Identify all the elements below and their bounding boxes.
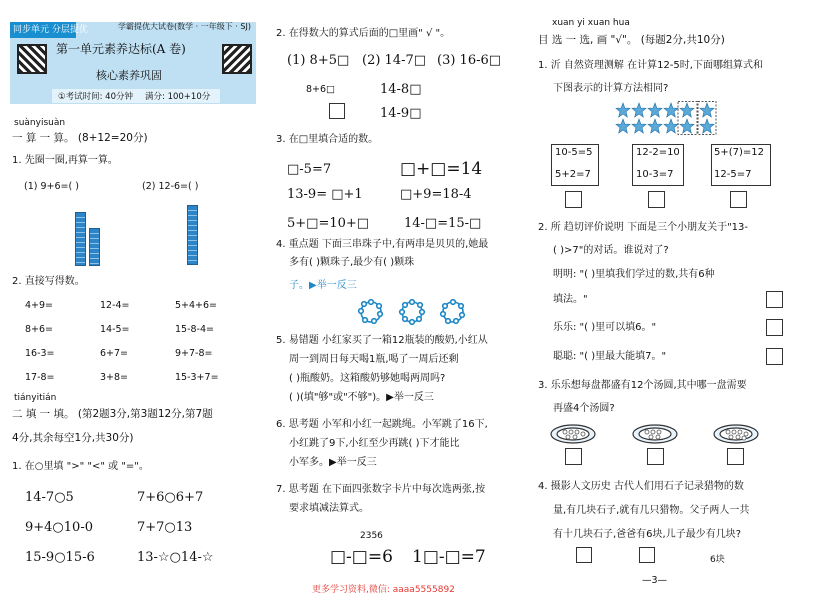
fill-eq-1: □-5=7 [287,162,332,177]
calc-item: 5+4+6= [175,300,218,311]
mid-question-5: 5. 易错题 小红家买了一箱12瓶装的酸奶,小红从 [276,335,488,346]
series-label: 同步单元 分层提优 [13,25,88,35]
calc-item: 3+8= [100,372,129,383]
compare-item: 7+7○13 [137,520,193,535]
number-cards: 2356 [360,531,383,541]
qr-code-right [222,44,252,74]
footer-wechat: 更多学习资料,微信: aaaa5555892 [312,585,455,595]
mid-question-6-line2: 小红跳了9下,小红至少再跳( )下才能比 [289,438,460,449]
subtract-eq-2: 1□-□=7 [412,547,486,567]
mid-question-4-line2: 多有( )颗珠子,最少有( )颗珠 [289,257,415,268]
fill-eq-6: 14-□=15-□ [404,216,482,231]
right-question-3: 3. 乐乐想每盘都盛有12个汤圆,其中哪一盘需要 [538,380,747,391]
exam-time: ①考试时间: 40分钟 [58,92,134,102]
full-score: 满分: 100+10分 [145,92,211,102]
fill-eq-4: □+9=18-4 [400,187,472,202]
question-1-prompt: 1. 先圈一圈,再算一算。 [12,155,118,166]
mid-question-3: 3. 在□里填合适的数。 [276,134,379,145]
answer-box[interactable] [727,448,744,465]
answer-box[interactable] [730,191,747,208]
mid-option-2: (2) 14-7□ [362,53,427,68]
answer-box[interactable] [766,348,783,365]
pinyin-choose: xuan yi xuan hua [552,18,630,28]
mid-question-6-line3: 小军多。▶举一反三 [289,457,377,468]
mid-question-7-line2: 要求填减法算式。 [289,503,369,514]
right-question-1-line2: 下图表示的计算方法相同? [553,83,669,94]
compare-item: 13-☆○14-☆ [137,550,214,565]
option-eq: 12-5=7 [714,169,752,180]
mid-sub-2: 14-8□ [380,82,422,97]
answer-box[interactable] [639,547,655,563]
calc-item: 4+9= [25,300,54,311]
fill-eq-5: 5+□=10+□ [287,216,370,231]
right-question-4-line3: 有十几块石子,爸爸有6块,儿子最少有几块? [553,529,742,540]
mid-question-5-line2: 周一到周日每天喝1瓶,喝了一周后还剩 [289,354,459,365]
dialogue-congcong: 聪聪: "( )里最大能填7。" [553,351,667,362]
six-blocks-label: 6块 [710,555,725,565]
answer-box[interactable] [565,448,582,465]
question-1b: (2) 12-6=( ) [142,181,199,192]
question-1a: (1) 9+6=( ) [24,181,79,192]
option-eq: 5+(7)=12 [714,147,765,158]
mid-option-1: (1) 8+5□ [287,53,350,68]
calc-item: 16-3= [25,348,55,359]
answer-box[interactable] [576,547,592,563]
fill-eq-3: 13-9= □+1 [287,187,363,202]
calc-item: 12-4= [100,300,130,311]
mid-question-5-line4: ( )(填"够"或"不够")。▶举一反三 [289,392,434,403]
option-eq: 10-3=7 [636,169,674,180]
mid-question-7: 7. 思考题 在下面四张数字卡片中每次选两张,按 [276,484,486,495]
mid-sub-3: 14-9□ [380,106,422,121]
answer-box[interactable] [766,319,783,336]
mid-question-6: 6. 思考题 小军和小红一起跳绳。小军跳了16下, [276,419,488,430]
mid-question-5-line3: ( )瓶酸奶。这箱酸奶够她喝两周吗? [289,373,446,384]
mid-question-4: 4. 重点题 下面三串珠子中,有两串是贝贝的,她最 [276,239,489,250]
calc-item: 15-8-4= [175,324,214,335]
qr-code-left [17,44,47,74]
right-question-4: 4. 摄影人文历史 古代人们用石子记录猎物的数 [538,481,744,492]
answer-box[interactable] [565,191,582,208]
calc-item: 15-3+7= [175,372,219,383]
calc-item: 14-5= [100,324,130,335]
page-title: 第一单元素养达标(A 卷) [56,42,186,56]
right-question-3-line2: 再盛4个汤圆? [553,403,615,414]
mid-question-2: 2. 在得数大的算式后面的□里画" √ "。 [276,28,451,39]
compare-item: 15-9○15-6 [25,550,95,565]
right-question-2: 2. 所 趋切评价说明 下面是三个小朋友关于"13- [538,222,749,233]
right-question-4-line2: 量,有几块石子,就有几只猎物。父子两人一共 [553,505,750,516]
question-compare-prompt: 1. 在○里填 ">" "<" 或 "="。 [12,461,149,472]
series-subtitle: 学霸提优大试卷(数学 · 一年级下 · SJ) [118,22,251,31]
answer-box[interactable] [648,191,665,208]
right-question-1: 1. 沂 自然资理测解 在计算12-5时,下面哪组算式和 [538,60,763,71]
dialogue-mingming-cont: 填法。" [553,294,588,305]
section-2-title: 二 填 一 填。 (第2题3分,第3题12分,第7题 [12,408,213,420]
option-eq: 10-5=5 [555,147,593,158]
page-subtitle: 核心素养巩固 [96,69,162,82]
option-eq: 12-2=10 [636,147,680,158]
section-3-title: 目 选 一 选, 画 "√"。 (每题2分,共10分) [538,34,725,46]
calc-item: 17-8= [25,372,55,383]
answer-box[interactable] [766,291,783,308]
page-number: —3— [642,575,668,586]
answer-box[interactable] [329,103,345,119]
mid-option-3: (3) 16-6□ [437,53,502,68]
right-question-2-line2: ( )>7"的对话。谁说对了? [553,245,669,256]
question-2-prompt: 2. 直接写得数。 [12,276,85,287]
subtract-eq-1: □-□=6 [330,547,393,567]
calc-item: 8+6= [25,324,54,335]
compare-item: 7+6○6+7 [137,490,204,505]
fill-eq-2: □+□=14 [400,159,483,179]
pinyin-fill: tiányitián [14,393,57,403]
mid-sub-1: 8+6□ [306,84,336,95]
section-1-title: 一 算 一 算。 (8+12=20分) [12,132,148,144]
dialogue-mingming: 明明: "( )里填我们学过的数,共有6种 [553,269,715,280]
compare-item: 9+4○10-0 [25,520,93,535]
option-eq: 5+2=7 [555,169,591,180]
calc-item: 9+7-8= [175,348,213,359]
calc-item: 6+7= [100,348,129,359]
answer-box[interactable] [647,448,664,465]
pinyin-calc: suànyisuàn [14,118,66,128]
section-2-title-cont: 4分,其余每空1分,共30分) [12,432,134,444]
dialogue-lele: 乐乐: "( )里可以填6。" [553,322,657,333]
mid-question-4-line3: 子。▶举一反三 [289,280,357,291]
compare-item: 14-7○5 [25,490,74,505]
